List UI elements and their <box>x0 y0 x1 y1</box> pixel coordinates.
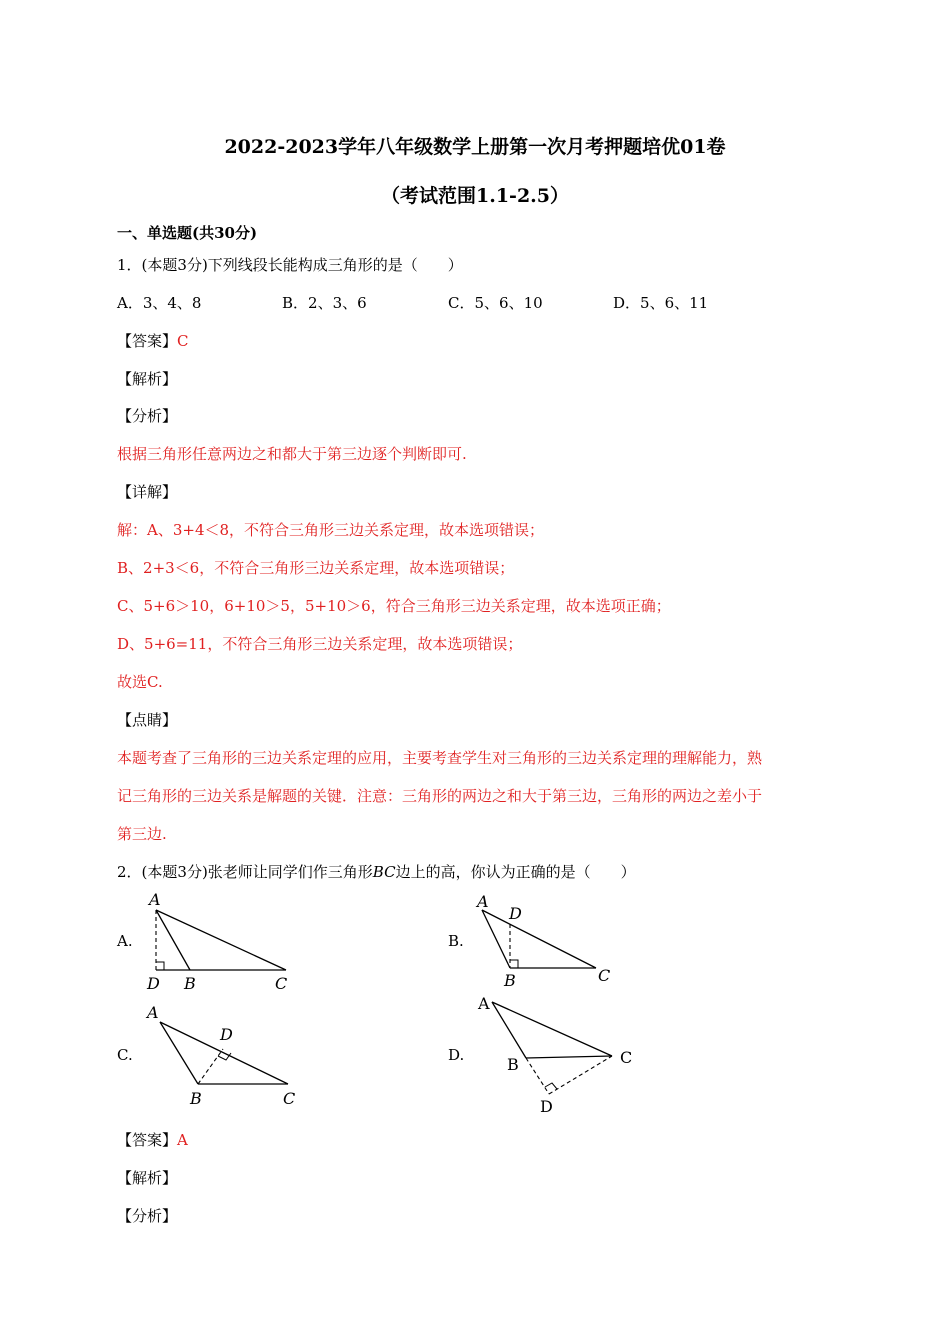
q2-answer <box>117 1129 188 1150</box>
fig-a-label-c: C <box>275 974 288 993</box>
fig-b-label-c: C <box>598 966 611 985</box>
fig-a-label-b: B <box>184 974 196 993</box>
fig-a-label-d: D <box>147 974 160 993</box>
fig-b-segment <box>482 910 596 968</box>
fig-b-label-a: A <box>477 892 489 911</box>
fig-d-altitude <box>549 1056 612 1094</box>
answer-label: 【答案】 <box>117 1131 178 1149</box>
q1-option-b: B．2、3、6 <box>282 294 367 312</box>
page-subtitle: （考试范围1.1-2.5） <box>381 185 569 207</box>
section-heading: 一、单选题(共30分) <box>117 224 258 242</box>
q2-figure-b <box>472 892 622 992</box>
q1-xiangjie-line-2: B、2+3＜6，不符合三角形三边关系定理，故本选项错误； <box>117 559 515 577</box>
fig-d-label-a: A <box>478 994 490 1013</box>
q1-option-a: A．3、4、8 <box>117 294 202 312</box>
q2-figure-c <box>140 1000 310 1115</box>
fig-d-label-b: B <box>507 1055 519 1074</box>
fig-a-label-a: A <box>149 890 161 909</box>
q2-analysis-label: 【解析】 <box>117 1169 178 1187</box>
fig-c-label-d: D <box>220 1025 233 1044</box>
q2-option-c-label: C. <box>117 1046 133 1064</box>
q2-stem-bc: BC <box>372 863 396 881</box>
q1-xiangjie-line-1: 解：A、3+4＜8，不符合三角形三边关系定理，故本选项错误； <box>117 521 545 539</box>
fig-b-right-angle <box>510 960 518 968</box>
q1-xiangjie-label: 【详解】 <box>117 483 178 501</box>
fig-c-label-b: B <box>190 1089 202 1108</box>
q2-figure-d <box>472 990 642 1120</box>
answer-value: A <box>177 1131 188 1149</box>
q1-xiangjie-line-3: C、5+6＞10，6+10＞5，5+10＞6，符合三角形三边关系定理，故本选项正确； <box>117 597 671 615</box>
q1-fenxi-text: 根据三角形任意两边之和都大于第三边逐个判断即可. <box>117 445 467 463</box>
fig-a-right-angle <box>156 962 164 970</box>
fig-d-segment <box>492 1002 526 1058</box>
fig-c-label-c: C <box>283 1089 296 1108</box>
q2-option-a-label: A. <box>117 932 133 950</box>
q1-analysis-label: 【解析】 <box>117 370 178 388</box>
q1-option-d: D．5、6、11 <box>613 294 709 312</box>
q2-option-d-label: D. <box>448 1046 465 1064</box>
fig-d-right-angle <box>545 1083 557 1089</box>
question-1-stem: 1．(本题3分)下列线段长能构成三角形的是（ ） <box>117 256 463 274</box>
page-title: 2022-2023学年八年级数学上册第一次月考押题培优01卷 <box>224 136 726 158</box>
q2-figure-a <box>140 888 300 998</box>
fig-b-segment <box>482 910 510 968</box>
fig-c-label-a: A <box>147 1003 159 1022</box>
fig-a-segment <box>156 910 286 970</box>
fig-b-label-d: D <box>509 904 522 923</box>
fig-c-altitude <box>198 1049 223 1084</box>
fig-d-segment <box>526 1056 612 1058</box>
q1-dianjing-line-2: 记三角形的三边关系是解题的关键．注意：三角形的两边之和大于第三边，三角形的两边之差小于 <box>117 787 763 805</box>
q1-answer <box>117 330 189 351</box>
question-2-stem <box>117 861 636 882</box>
q1-dianjing-line-1: 本题考查了三角形的三边关系定理的应用，主要考查学生对三角形的三边关系定理的理解能力，熟 <box>117 749 763 767</box>
q2-fenxi-label: 【分析】 <box>117 1207 178 1225</box>
fig-d-extension <box>526 1058 549 1094</box>
q1-xiangjie-line-4: D、5+6=11，不符合三角形三边关系定理，故本选项错误； <box>117 635 523 653</box>
q1-dianjing-label: 【点睛】 <box>117 711 178 729</box>
fig-d-segment <box>492 1002 612 1056</box>
q2-stem-pre: 2．(本题3分)张老师让同学们作三角形 <box>117 863 373 881</box>
q1-xiangjie-line-5: 故选C. <box>117 673 163 691</box>
q2-option-b-label: B. <box>448 932 464 950</box>
fig-d-label-c: C <box>620 1048 633 1067</box>
q1-option-c: C．5、6、10 <box>448 294 543 312</box>
q1-fenxi-label: 【分析】 <box>117 407 178 425</box>
q1-dianjing-line-3: 第三边. <box>117 825 167 843</box>
answer-value: C <box>177 332 189 350</box>
fig-d-label-d: D <box>540 1097 553 1116</box>
fig-a-segment <box>156 910 190 970</box>
fig-b-label-b: B <box>504 971 516 990</box>
q2-stem-post: 边上的高，你认为正确的是（ ） <box>395 863 636 881</box>
answer-label: 【答案】 <box>117 332 178 350</box>
